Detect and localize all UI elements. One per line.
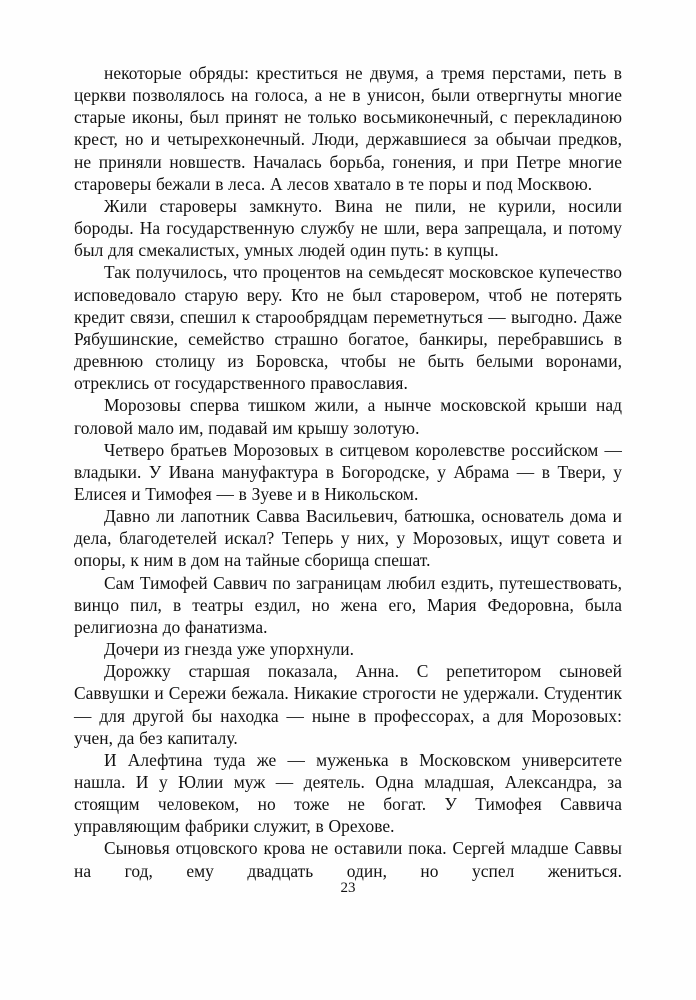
paragraph: Давно ли лапотник Савва Васильевич, батюшка, основатель дома и дела, благодетелей искал? Теперь у них, у Морозовых, ищут совета и опоры, к ним в дом на тайные сборища спешат.	[74, 506, 622, 571]
paragraph: Дочери из гнезда уже упорхнули.	[104, 639, 355, 660]
page-number: 23	[340, 880, 356, 896]
paragraph: некоторые обряды: креститься не двумя, а тремя перстами, петь в церкви позволялось на голоса, а не в унисон, были отвергнуты многие старые иконы, был принят не только восьмиконечный, с перекладиною крест, но и четырехконечный. Люди, державшиеся за обычаи предков, не приняли новшеств. Началась борьба, гонения, и при Петре многие староверы бежали в леса. А лесов хватало в те поры и под Москвою.	[74, 63, 622, 194]
paragraph: Сыновья отцовского крова не оставили пока. Сергей младше Саввы на год, ему двадцать один, но успел жениться.	[74, 838, 622, 881]
paragraph: И Алефтина туда же — муженька в Московском университете нашла. И у Юлии муж — деятель. Одна младшая, Александра, за стоящим человеком, но тоже не богат. У Тимофея Саввича управляющим фабрики служит, в Орехове.	[74, 749, 622, 837]
paragraph: Так получилось, что процентов на семьдесят московское купечество исповедовало старую веру. Кто не был старовером, чтоб не потерять кредит связи, спешил к старообрядцам переметнуться — выгодно. Даже Рябушинские, семейство страшно богатое, банкиры, перебравшись в древнюю столицу из Боровска, чтобы не быть белыми воронами, отреклись от государственного православия.	[74, 262, 622, 394]
paragraph: Сам Тимофей Саввич по заграницам любил ездить, путешествовать, винцо пил, в театры ездил, но жена его, Мария Федоровна, была религиозна до фанатизма.	[74, 572, 622, 637]
paragraph: Морозовы сперва тишком жили, а нынче московской крыши над головой мало им, подавай им крышу золотую.	[74, 395, 622, 438]
paragraph: Четверо братьев Морозовых в ситцевом королевстве российском — владыки. У Ивана мануфактура в Богородске, у Абрама — в Твери, у Елисея и Тимофея — в Зуеве и в Никольском.	[74, 439, 622, 504]
page-text-block	[74, 62, 622, 904]
paragraph: Дорожку старшая показала, Анна. С репетитором сыновей Саввушки и Сережи бежала. Никакие строгости не удержали. Студентик — для другой бы находка — ныне в профессорах, а для Морозовых: учен, да без капиталу.	[74, 661, 622, 748]
paragraph: Жили староверы замкнуто. Вина не пили, не курили, носили бороды. На государственную службу не шли, вера запрещала, и потому был для смекалистых, умных людей один путь: в купцы.	[74, 195, 622, 261]
